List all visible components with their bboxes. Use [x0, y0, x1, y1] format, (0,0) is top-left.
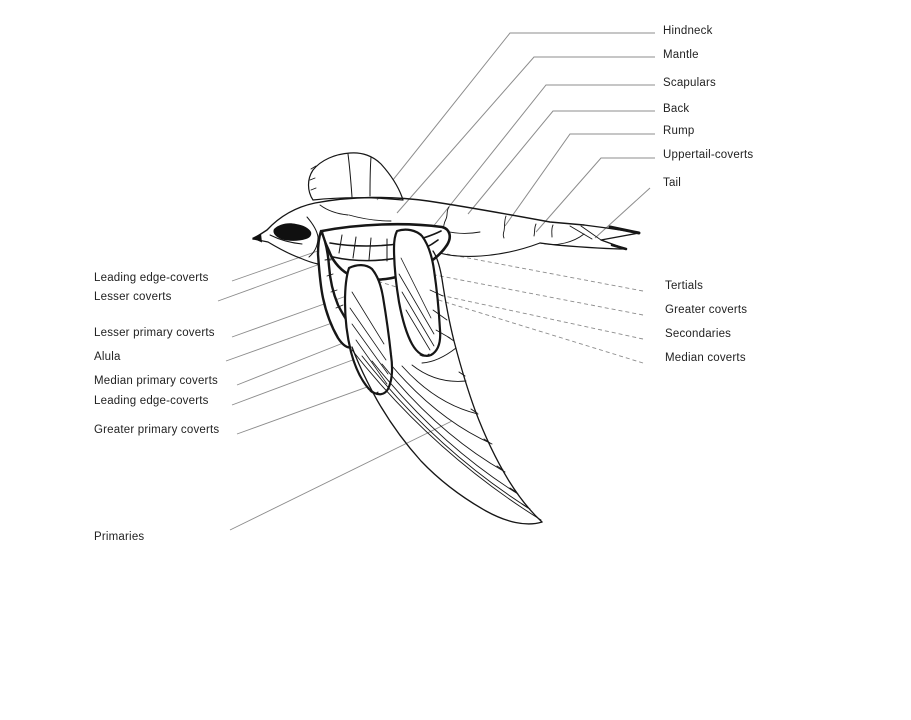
label-alula: Alula: [94, 351, 121, 363]
far-wing: [309, 153, 404, 200]
label-lesser-coverts: Lesser coverts: [94, 291, 172, 303]
rump-panel: [503, 216, 506, 238]
label-tail: Tail: [663, 177, 682, 189]
label-mantle: Mantle: [663, 49, 699, 61]
label-scapulars: Scapulars: [663, 77, 716, 89]
primary-coverts-lobe: [345, 265, 392, 394]
leader-rump: [505, 134, 655, 226]
label-greater-coverts: Greater coverts: [665, 304, 748, 316]
label-leading-edge-coverts-lower: Leading edge-coverts: [94, 395, 209, 407]
label-median-primary-coverts: Median primary coverts: [94, 375, 218, 387]
undertail-line: [540, 234, 584, 245]
leader-lines-upperparts: [377, 33, 655, 238]
label-uppertail-coverts: Uppertail-coverts: [663, 149, 754, 161]
covert-tracts: [318, 224, 450, 394]
mantle-line: [349, 215, 391, 221]
label-secondaries: Secondaries: [665, 328, 732, 340]
beak-icon: [252, 234, 262, 243]
leader-back: [468, 111, 655, 214]
tail: [540, 225, 639, 249]
eye-patch: [273, 223, 311, 241]
nape-line: [320, 205, 348, 215]
label-greater-primary-coverts: Greater primary coverts: [94, 424, 220, 436]
label-lesser-primary-coverts: Lesser primary coverts: [94, 327, 215, 339]
leader-uppertail-coverts: [536, 158, 655, 232]
label-rump: Rump: [663, 125, 695, 137]
label-hindneck: Hindneck: [663, 25, 713, 37]
leader-mantle: [397, 57, 655, 213]
leader-secondaries: [421, 291, 643, 339]
wing-trailing-edge: [433, 251, 542, 522]
leader-hindneck: [377, 33, 655, 200]
leader-alula: [226, 318, 346, 361]
label-tertials: Tertials: [665, 280, 704, 292]
leader-primaries: [230, 421, 452, 530]
scapular-panel: [444, 207, 480, 233]
label-primaries: Primaries: [94, 531, 145, 543]
throat-outline: [253, 239, 318, 264]
leader-tertials: [447, 254, 643, 291]
label-median-coverts: Median coverts: [665, 352, 746, 364]
label-leading-edge-coverts-upper: Leading edge-coverts: [94, 272, 209, 284]
label-back: Back: [663, 103, 690, 115]
